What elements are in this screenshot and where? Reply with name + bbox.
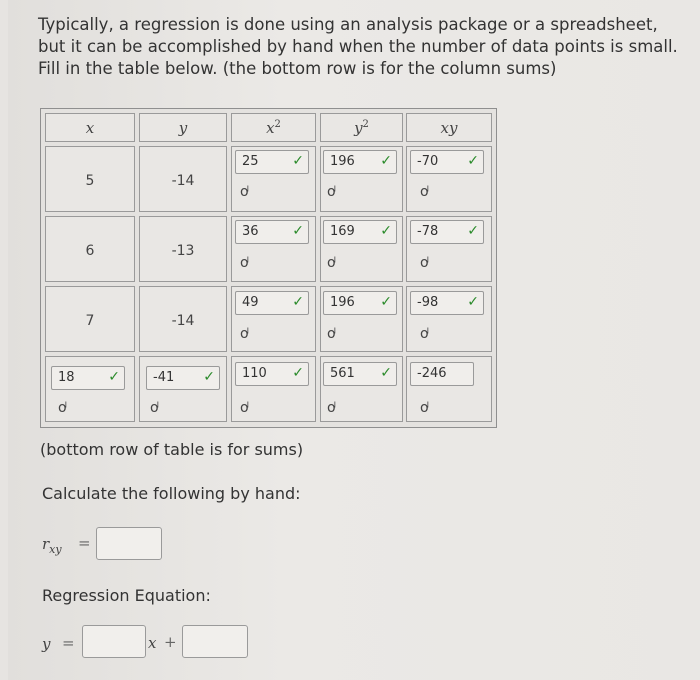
sum-x-input[interactable]: 18 ✓: [51, 366, 125, 390]
equation-y: y: [42, 635, 51, 653]
correlation-label: $r_{xy}$: [42, 535, 62, 556]
header-x2-label: $x^2$: [266, 119, 281, 137]
check-icon: ✓: [380, 294, 392, 310]
header-x-squared: [231, 113, 316, 142]
key-icon[interactable]: oˡ: [240, 255, 247, 271]
check-icon: ✓: [467, 223, 479, 239]
sum-y2-input[interactable]: 561 ✓: [323, 362, 397, 386]
check-icon: ✓: [380, 153, 392, 169]
table-row-3-y: -14: [139, 286, 227, 352]
check-icon: ✓: [467, 153, 479, 169]
table-row-2-x: 6: [45, 216, 135, 282]
regression-label: Regression Equation:: [42, 586, 211, 605]
header-y-squared: [320, 113, 403, 142]
xy-row3-input[interactable]: -98 ✓: [410, 291, 484, 315]
header-x-label: x: [85, 119, 95, 137]
table-row-1-x: 5: [45, 146, 135, 212]
key-icon[interactable]: oˡ: [327, 326, 334, 342]
check-icon: ✓: [203, 369, 215, 385]
y2-row3-input[interactable]: 196 ✓: [323, 291, 397, 315]
key-icon[interactable]: oˡ: [420, 184, 427, 200]
check-icon: ✓: [108, 369, 120, 385]
intercept-input[interactable]: [182, 625, 248, 658]
check-icon: ✓: [292, 153, 304, 169]
check-icon: ✓: [380, 223, 392, 239]
check-icon: ✓: [292, 365, 304, 381]
xy-row1-input[interactable]: -70 ✓: [410, 150, 484, 174]
key-icon[interactable]: oˡ: [150, 400, 157, 416]
x2-row3-input[interactable]: 49 ✓: [235, 291, 309, 315]
header-y-label: y: [178, 119, 188, 137]
header-x: [45, 113, 135, 142]
check-icon: ✓: [292, 294, 304, 310]
x2-row1-input[interactable]: 25 ✓: [235, 150, 309, 174]
table-note: (bottom row of table is for sums): [40, 440, 304, 459]
equation-equals: =: [62, 634, 75, 652]
key-icon[interactable]: oˡ: [420, 400, 427, 416]
xy-row2-input[interactable]: -78 ✓: [410, 220, 484, 244]
key-icon[interactable]: oˡ: [58, 400, 65, 416]
check-icon: ✓: [380, 365, 392, 381]
x2-row2-input[interactable]: 36 ✓: [235, 220, 309, 244]
sum-y-input[interactable]: -41 ✓: [146, 366, 220, 390]
header-xy: [406, 113, 492, 142]
correlation-input[interactable]: [96, 527, 162, 560]
table-row-2-y: -13: [139, 216, 227, 282]
key-icon[interactable]: oˡ: [327, 400, 334, 416]
correlation-equals: =: [78, 534, 91, 552]
slope-input[interactable]: [82, 625, 146, 658]
equation-x: x: [148, 634, 157, 652]
header-y: [139, 113, 227, 142]
table-row-3-x: 7: [45, 286, 135, 352]
key-icon[interactable]: oˡ: [327, 255, 334, 271]
equation-plus: +: [164, 633, 177, 651]
key-icon[interactable]: oˡ: [327, 184, 334, 200]
sum-x2-input[interactable]: 110 ✓: [235, 362, 309, 386]
check-icon: ✓: [467, 294, 479, 310]
table-row-1-y: -14: [139, 146, 227, 212]
key-icon[interactable]: oˡ: [240, 184, 247, 200]
sum-xy-input[interactable]: -246: [410, 362, 474, 386]
question-intro: Typically, a regression is done using an analysis package or a spreadsheet, but it can be accomplished by hand when the number of data points is small. Fill in the table below. (the bottom row is for the column sums): [38, 15, 678, 78]
check-icon: ✓: [292, 223, 304, 239]
key-icon[interactable]: oˡ: [240, 326, 247, 342]
key-icon[interactable]: oˡ: [420, 326, 427, 342]
y2-row2-input[interactable]: 169 ✓: [323, 220, 397, 244]
key-icon[interactable]: oˡ: [420, 255, 427, 271]
calc-prompt: Calculate the following by hand:: [42, 484, 301, 503]
header-y2-label: $y^2$: [354, 119, 369, 137]
header-xy-label: xy: [440, 119, 458, 137]
key-icon[interactable]: oˡ: [240, 400, 247, 416]
y2-row1-input[interactable]: 196 ✓: [323, 150, 397, 174]
